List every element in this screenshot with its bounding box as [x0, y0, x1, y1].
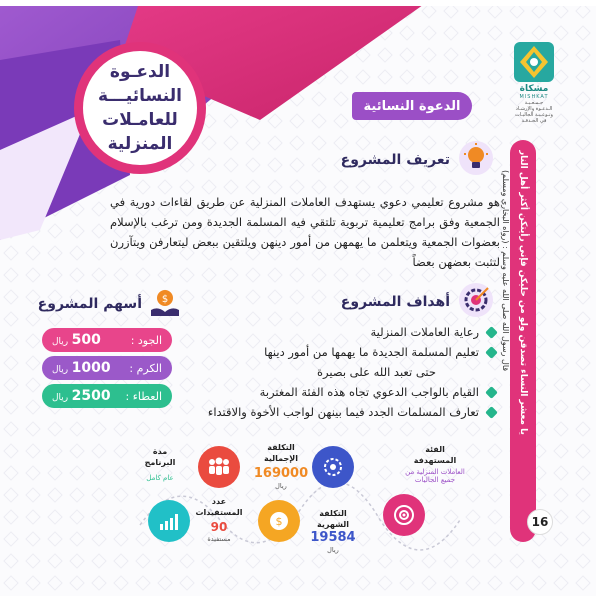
goal-item	[200, 342, 496, 362]
definition-text: هو مشروع تعليمي دعوي يستهدف العاملات المنزلية عن طريق لقاءات دورية في الجمعية وفق برامج تعليمية تربوية تلتقي فيه المسلمة الجديدة ومن ترغب بالإسلام بعضوات الجمعية ويتعلمن ما يهمهن من أمور دينهن ويلتقين ببعض ليتعارفن ويتآزرن لتثبت بعضهن بعضاً	[110, 195, 500, 269]
stat-monthly-label-1: التكلفة	[319, 509, 347, 518]
title-badge	[74, 42, 206, 174]
stat-duration-label-2: البرنامج	[144, 458, 176, 467]
stat-total-label-1: التكلفة	[267, 443, 295, 452]
stat-duration-label-1: مدة	[152, 447, 168, 456]
title-line-1: الدعـوة	[109, 62, 171, 82]
stat-beneficiaries-value: 90	[210, 520, 228, 534]
svg-text:$: $	[161, 294, 169, 305]
share-pill-ataa	[42, 384, 172, 408]
stat-monthly-unit: ريال	[327, 546, 339, 554]
bullet-icon	[485, 406, 498, 419]
bullet-icon	[485, 346, 498, 359]
stat-target-label-1: الفئة	[425, 445, 445, 454]
total-cost-icon	[258, 500, 300, 542]
share-pill-karam	[42, 356, 172, 380]
logo-caption-3: وتـوعـيـة الجاليـات	[515, 112, 553, 118]
stat-monthly-value: 19584	[310, 530, 356, 545]
goal-text: القيام بالواجب الدعوي تجاه هذه الفئة المغتربة	[259, 385, 479, 399]
section-label: الدعوة النسائية	[352, 92, 472, 120]
goal-text: تعارف المسلمات الجدد فيما بينهن لواجب الأخوة والاقتداء	[207, 405, 479, 419]
target-group-icon	[383, 494, 425, 536]
stat-target-label-2: المستهدفة	[413, 456, 457, 465]
goal-text: رعاية العاملات المنزلية	[370, 325, 479, 339]
goal-item	[200, 382, 496, 402]
svg-text:$: $	[275, 515, 283, 528]
title-line-3: للعامـلات	[102, 110, 178, 130]
shares-heading: أسهم المشروع	[37, 296, 142, 312]
lightbulb-icon	[458, 140, 494, 176]
coins-hand-icon	[148, 286, 182, 320]
stat-duration-label	[130, 446, 190, 468]
goal-item	[200, 362, 496, 382]
logo-caption-2: الـدعـوة والإرشـاد	[515, 106, 553, 112]
stat-total-label	[246, 442, 316, 464]
stat-beneficiaries-label-2: المستفيدات	[195, 508, 243, 517]
title-line-2: النسائيـــة	[98, 86, 182, 106]
duration-chart-icon	[148, 500, 190, 542]
hadith-text: يا معشر النساء تصدقن ولو من حليكن فإني رأيتكن أكثر أهل النار	[518, 150, 528, 435]
stat-monthly-label-2: الشهرية	[317, 520, 349, 529]
goal-item	[200, 402, 496, 422]
stat-monthly-label	[298, 508, 368, 530]
goal-item	[200, 322, 496, 342]
goals-heading: أهداف المشروع	[340, 294, 450, 310]
share-label: الجود :	[130, 333, 162, 347]
stat-target-label	[400, 444, 470, 466]
stat-total-label-2: الإجمالية	[264, 454, 298, 463]
share-unit: ريال	[52, 365, 69, 375]
stat-total-value: 169000	[253, 466, 309, 481]
share-pill-jood	[42, 328, 172, 352]
stat-duration-value: عام كامل	[146, 474, 174, 482]
stat-beneficiaries-label-1: عدد	[211, 497, 227, 506]
stat-total-unit: ريال	[275, 482, 287, 490]
share-label: العطاء :	[125, 389, 162, 403]
mishkat-logo-icon	[512, 40, 556, 84]
share-value: 1000	[71, 360, 111, 376]
monthly-cost-icon	[312, 446, 354, 488]
share-label: الكرم :	[129, 361, 162, 375]
stat-beneficiaries-unit: مستفيدة	[207, 535, 231, 543]
goals-list	[200, 322, 496, 422]
bullet-icon	[485, 326, 498, 339]
share-value: 2500	[71, 388, 111, 404]
bullet-icon	[485, 386, 498, 399]
stat-beneficiaries-label	[184, 496, 254, 518]
logo-caption-4: في الحـدقـة	[521, 118, 547, 124]
page-number: 16	[527, 509, 553, 535]
target-gear-icon	[458, 282, 494, 318]
goal-text: حتى تعبد الله على بصيرة	[317, 365, 436, 379]
logo-name: مشكاة	[519, 84, 549, 94]
goal-text: تعليم المسلمة الجديدة ما يهمها من أمور دينها	[264, 345, 479, 359]
share-value: 500	[71, 332, 101, 348]
share-unit: ريال	[52, 393, 69, 403]
logo-latin: MISHKAT	[519, 94, 549, 100]
title-line-4: المنزلية	[107, 134, 173, 154]
stat-target-sub: العاملات المنزلية من جميع الجاليات	[405, 468, 465, 484]
share-unit: ريال	[52, 337, 69, 347]
logo	[510, 40, 558, 124]
logo-caption-1: جـمـعـيـة	[524, 100, 544, 106]
definition-heading: تعريف المشروع	[340, 152, 450, 168]
hadith-attribution: قال رسول الله صلى الله عليه وسلم : (رواه البخاري ومسلم)	[501, 170, 510, 372]
beneficiaries-icon	[198, 446, 240, 488]
